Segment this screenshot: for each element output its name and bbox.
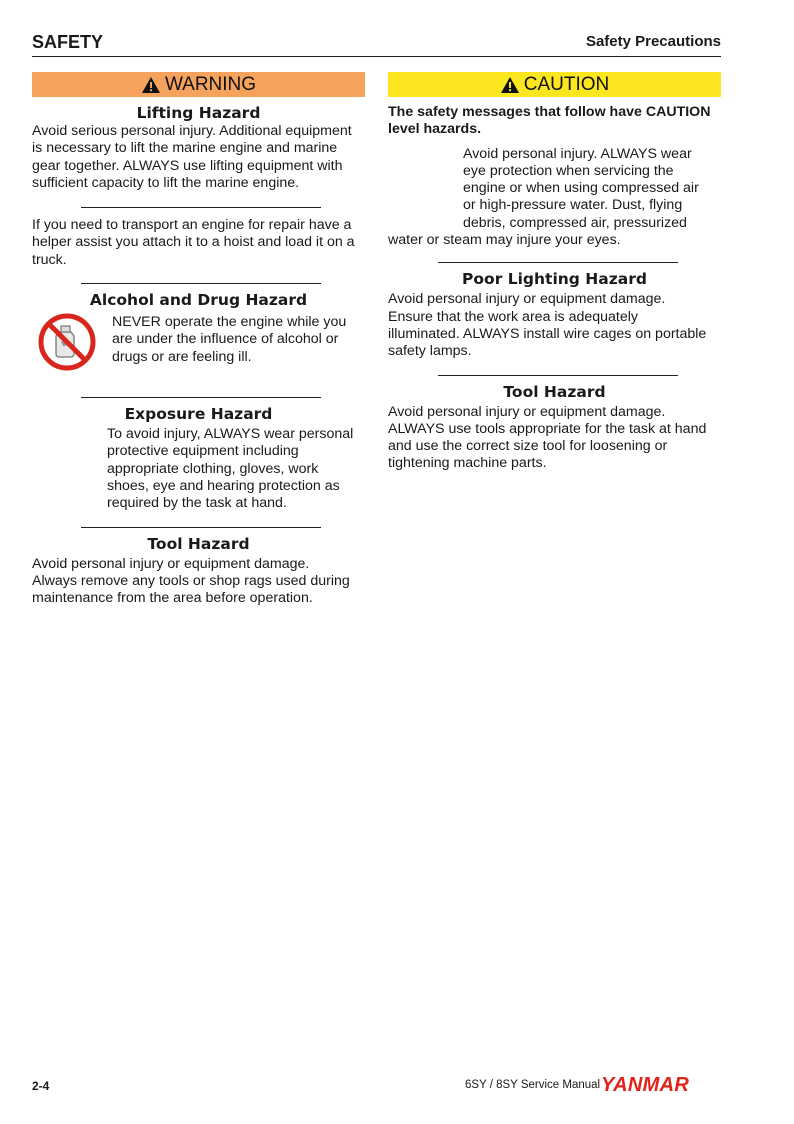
alcohol-hazard-heading: Alcohol and Drug Hazard	[89, 291, 308, 310]
text-line: Avoid personal injury or equipment damage.	[32, 555, 310, 572]
text-line: level hazards.	[388, 121, 482, 138]
caution-banner	[388, 72, 721, 97]
text-line: To avoid injury, ALWAYS wear personal	[107, 426, 354, 443]
text-line: debris, compressed air, pressurized	[463, 214, 687, 231]
lifting-hazard-heading: Lifting Hazard	[136, 104, 261, 122]
caution-triangle-icon	[500, 76, 520, 94]
text-line: Avoid personal injury or equipment damage.	[388, 403, 666, 420]
right-column	[388, 72, 721, 473]
text-line: required by the task at hand.	[107, 495, 287, 512]
yanmar-logo: YANMAR	[601, 1074, 690, 1096]
poor-lighting-text	[388, 291, 721, 360]
tool-hazard-text	[32, 556, 365, 608]
divider	[81, 207, 321, 208]
warning-banner	[32, 72, 365, 97]
poor-lighting-heading: Poor Lighting Hazard	[462, 270, 647, 289]
caution-label: CAUTION	[523, 73, 610, 95]
text-line: illuminated. ALWAYS install wire cages on portable	[388, 325, 707, 342]
no-alcohol-icon	[37, 312, 97, 372]
manual-title: 6SY / 8SY Service Manual	[465, 1079, 601, 1091]
text-line: gear together. ALWAYS use lifting equipment with	[32, 157, 343, 174]
text-line: sufficient capacity to lift the marine engine.	[32, 174, 300, 191]
caution-intro	[388, 104, 721, 139]
text-line: water or steam may injure your eyes.	[388, 232, 621, 249]
divider	[438, 375, 678, 376]
tool-hazard-heading: Tool Hazard	[147, 534, 250, 553]
warning-label: WARNING	[164, 73, 257, 95]
transport-text	[32, 217, 365, 269]
page-header	[32, 30, 721, 57]
text-line: Always remove any tools or shop rags used during	[32, 572, 350, 589]
text-line: maintenance from the area before operation.	[32, 590, 313, 607]
text-line: protective equipment including	[107, 443, 299, 460]
left-column	[32, 72, 365, 607]
text-line: and use the correct size tool for loosening or	[388, 438, 668, 455]
text-line: engine or when using compressed air	[463, 180, 699, 197]
text-line: If you need to transport an engine for repair have a	[32, 217, 352, 234]
page-number: 2-4	[32, 1079, 50, 1093]
section-title: SAFETY	[32, 32, 104, 52]
text-line: helper assist you attach it to a hoist and load it on a	[32, 234, 355, 251]
alcohol-hazard-block	[32, 310, 365, 368]
divider	[81, 527, 321, 528]
text-line: appropriate clothing, gloves, work	[107, 460, 319, 477]
text-line: are under the influence of alcohol or	[112, 331, 339, 348]
exposure-hazard-text	[107, 426, 365, 512]
text-line: or high-pressure water. Dust, flying	[463, 197, 683, 214]
text-line: eye protection when servicing the	[463, 162, 674, 179]
divider	[81, 283, 321, 284]
text-line: Avoid personal injury. ALWAYS wear	[463, 145, 692, 162]
text-line: tightening machine parts.	[388, 455, 547, 472]
text-line: NEVER operate the engine while you	[112, 314, 347, 331]
divider	[81, 397, 321, 398]
divider	[438, 262, 678, 263]
text-line: is necessary to lift the marine engine and marine	[32, 140, 338, 157]
text-line: Ensure that the work area is adequately	[388, 308, 639, 325]
text-line: ALWAYS use tools appropriate for the task at hand	[388, 420, 707, 437]
page-title: Safety Precautions	[585, 33, 721, 50]
warning-triangle-icon	[141, 76, 161, 94]
text-line: Avoid serious personal injury. Additional equipment	[32, 123, 352, 139]
text-line: shoes, eye and hearing protection as	[107, 477, 340, 494]
text-line: safety lamps.	[388, 343, 472, 360]
text-line: The safety messages that follow have CAUTION	[388, 104, 711, 120]
text-line: drugs or are feeling ill.	[112, 348, 252, 365]
exposure-hazard-heading: Exposure Hazard	[124, 405, 273, 424]
lifting-hazard-text	[32, 123, 365, 192]
text-line: truck.	[32, 251, 67, 268]
text-line: Avoid personal injury or equipment damage.	[388, 291, 666, 308]
tool-hazard-heading-right: Tool Hazard	[503, 382, 606, 401]
eye-hazard-text	[388, 146, 721, 250]
tool-hazard-text-right	[388, 404, 721, 473]
